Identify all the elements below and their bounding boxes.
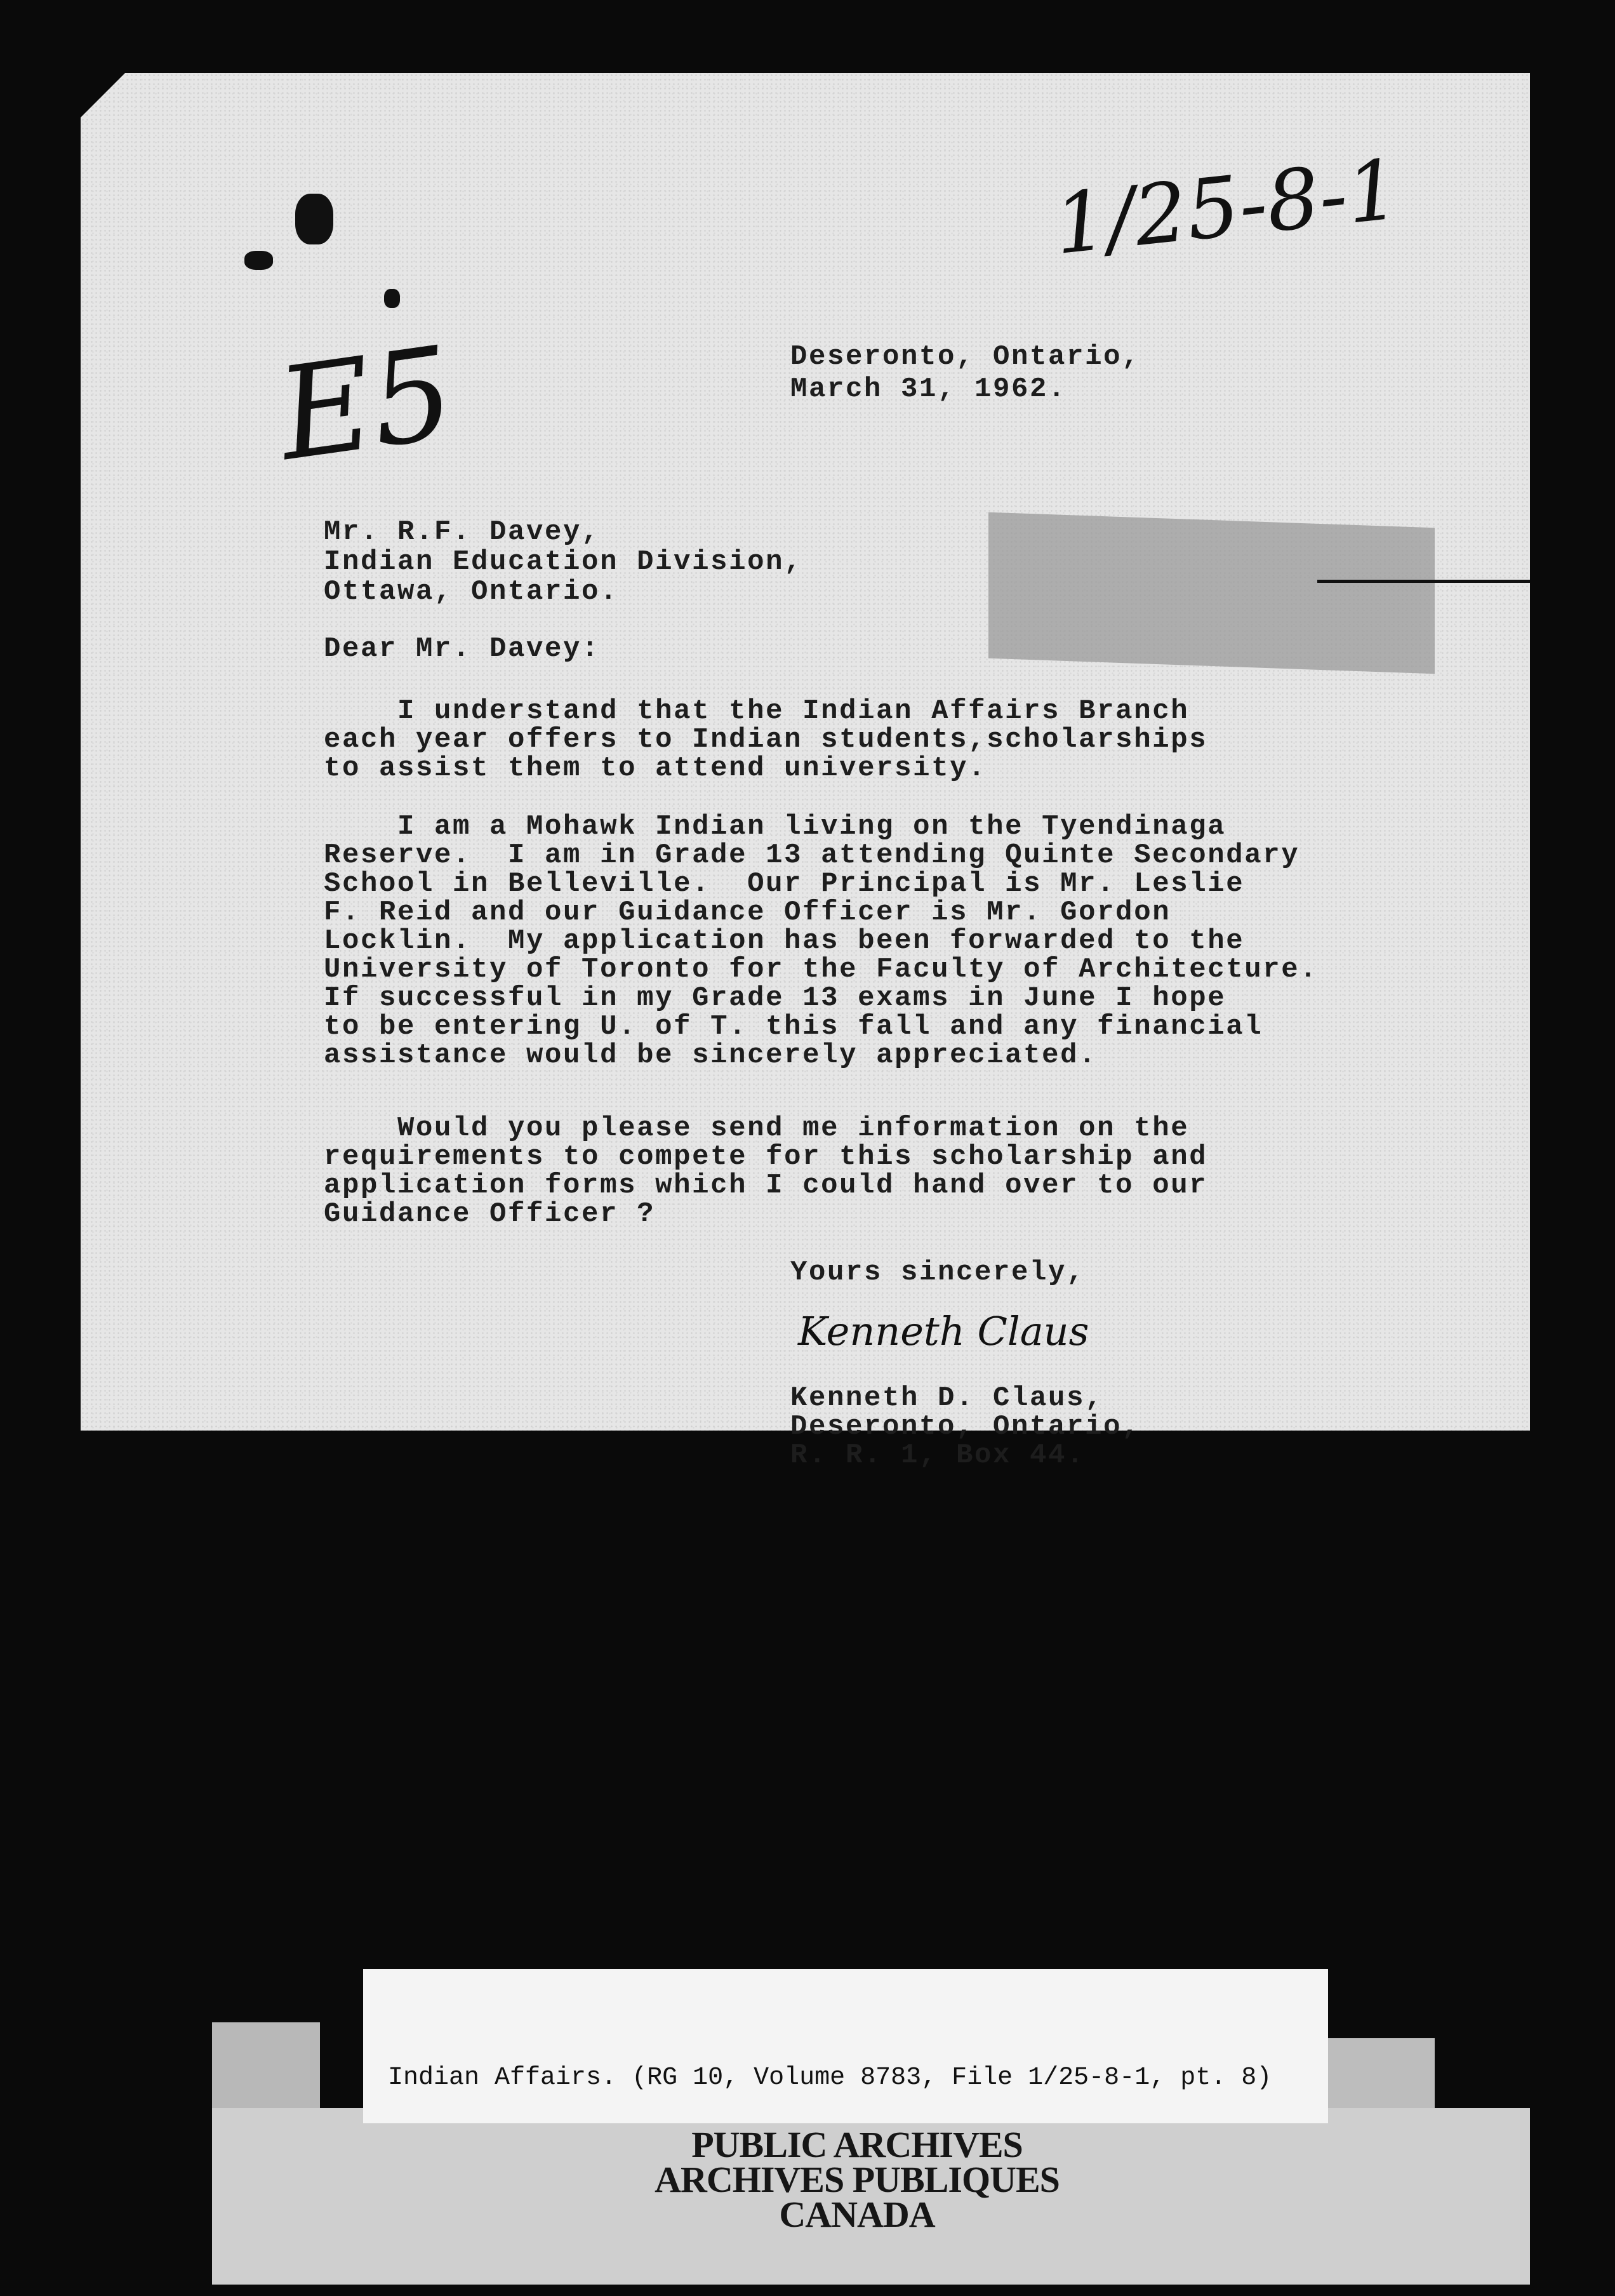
signature: Kenneth Claus bbox=[798, 1308, 1089, 1354]
paragraph-1 bbox=[324, 697, 1207, 783]
date-block bbox=[790, 341, 1140, 406]
ink-blot bbox=[295, 194, 333, 244]
stamp-line: PUBLIC ARCHIVES bbox=[691, 2124, 1023, 2165]
text-line: If successful in my Grade 13 exams in June I hope bbox=[324, 982, 1226, 1014]
ink-blot bbox=[384, 289, 400, 308]
text-line: Guidance Officer ? bbox=[324, 1198, 656, 1230]
recipient-address bbox=[324, 517, 802, 607]
folded-corner bbox=[81, 73, 125, 117]
stamp-line: CANADA bbox=[779, 2194, 935, 2235]
signature-block bbox=[790, 1384, 1140, 1470]
text-line: each year offers to Indian students,scholarships bbox=[324, 724, 1208, 756]
date-line: March 31, 1962. bbox=[790, 373, 1067, 405]
text-line: to be entering U. of T. this fall and any financial bbox=[324, 1011, 1263, 1043]
ink-blot bbox=[244, 251, 273, 270]
salutation: Dear Mr. Davey: bbox=[324, 633, 601, 665]
address-line: Mr. R.F. Davey, bbox=[324, 516, 601, 548]
text-line: Deseronto, Ontario, bbox=[790, 1411, 1141, 1443]
archive-reference: Indian Affairs. (RG 10, Volume 8783, File 1/25-8-1, pt. 8) bbox=[388, 2064, 1272, 2092]
address-line: Ottawa, Ontario. bbox=[324, 576, 619, 608]
text-line: assistance would be sincerely appreciated. bbox=[324, 1039, 1098, 1071]
text-line: Locklin. My application has been forwarded to the bbox=[324, 925, 1245, 957]
text-line: Reserve. I am in Grade 13 attending Quinte Secondary bbox=[324, 839, 1300, 871]
archive-label bbox=[363, 1969, 1328, 2123]
text-line: School in Belleville. Our Principal is Mr. Leslie bbox=[324, 868, 1245, 900]
tape-smudge bbox=[988, 512, 1435, 674]
text-line: requirements to compete for this scholarship and bbox=[324, 1141, 1208, 1173]
paragraph-3 bbox=[324, 1114, 1207, 1229]
stamp-line: ARCHIVES PUBLIQUES bbox=[655, 2159, 1060, 2200]
paragraph-2 bbox=[324, 813, 1318, 1070]
address-line: Indian Education Division, bbox=[324, 546, 803, 578]
file-number-annotation: 1/25-8-1 bbox=[1049, 140, 1404, 274]
text-line: I understand that the Indian Affairs Branch bbox=[324, 695, 1190, 727]
e5-annotation: E5 bbox=[270, 319, 463, 490]
text-line: Would you please send me information on the bbox=[324, 1112, 1190, 1144]
text-line: Kenneth D. Claus, bbox=[790, 1382, 1104, 1414]
text-line: I am a Mohawk Indian living on the Tyendinaga bbox=[324, 811, 1226, 843]
text-line: application forms which I could hand over to our bbox=[324, 1170, 1208, 1201]
text-line: to assist them to attend university. bbox=[324, 752, 987, 784]
text-line: University of Toronto for the Faculty of Architecture. bbox=[324, 954, 1319, 985]
date-line: Deseronto, Ontario, bbox=[790, 341, 1141, 373]
text-line: R. R. 1, Box 44. bbox=[790, 1439, 1086, 1471]
ink-line bbox=[1317, 580, 1530, 583]
closing: Yours sincerely, bbox=[790, 1257, 1086, 1288]
text-line: F. Reid and our Guidance Officer is Mr. Gordon bbox=[324, 897, 1171, 928]
